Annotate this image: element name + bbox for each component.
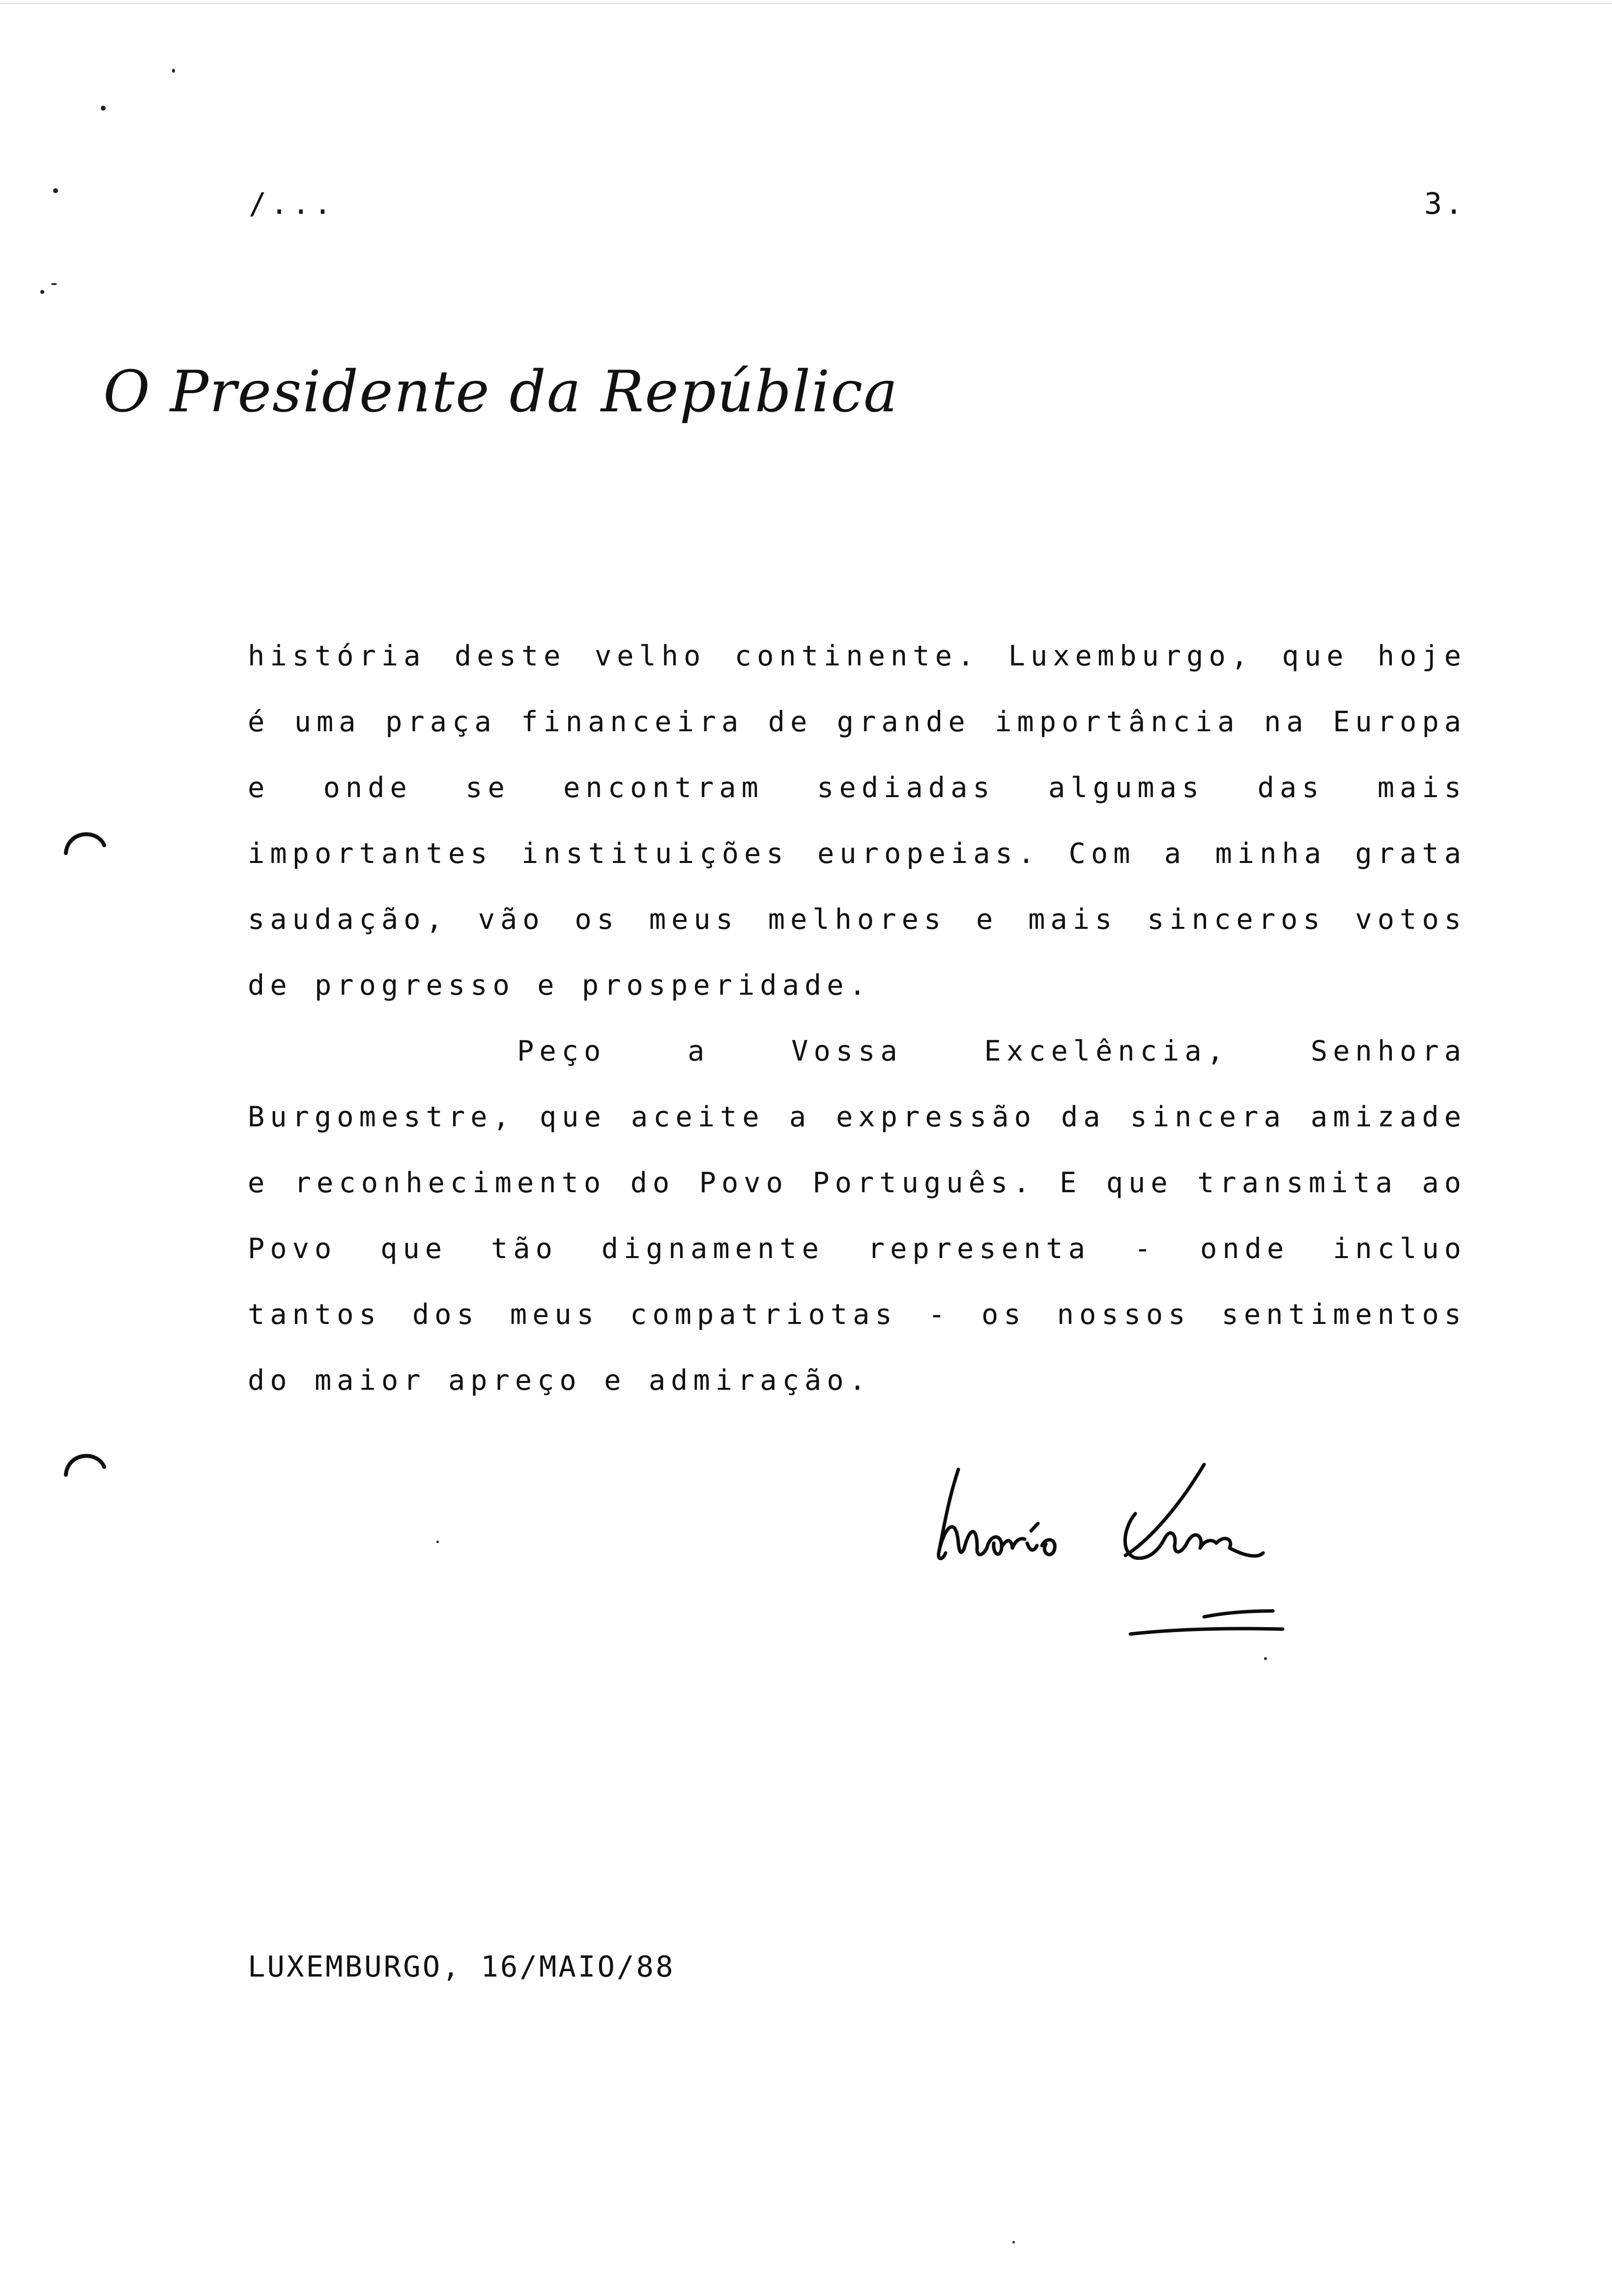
scan-speck bbox=[1012, 2241, 1015, 2243]
letterhead-title: O Presidente da República bbox=[103, 359, 899, 425]
scan-speck bbox=[53, 188, 58, 193]
body-paragraph-1: história deste velho continente. Luxemburgo, que hoje é uma praça financeira de grande importância na Europa e onde se encontram sediadas algumas das mais importantes instituições europeias. Com a minha grata saudação, vão os meus melhores e mais sinceros votos de progresso e prosperidade. bbox=[248, 640, 1467, 1002]
place-date: LUXEMBURGO, 16/MAIO/88 bbox=[248, 1950, 675, 1983]
punch-hole-lower bbox=[63, 1447, 106, 1477]
handwritten-signature bbox=[929, 1455, 1302, 1666]
scan-speck bbox=[101, 106, 106, 111]
scan-speck bbox=[51, 283, 57, 285]
scan-speck bbox=[40, 290, 44, 294]
punch-hole-upper bbox=[63, 826, 106, 855]
scan-speck bbox=[436, 1541, 439, 1543]
page-number: 3. bbox=[1424, 187, 1466, 221]
body-paragraph-2: Peço a Vossa Excelência, Senhora Burgomestre, que aceite a expressão da sincera amizade e reconhecimento do Povo Português. E que transmita ao Povo que tão dignamente representa - onde incluo tantos dos meus compatriotas - os nossos sentimentos do maior apreço e admiração. bbox=[248, 1035, 1467, 1397]
scan-edge-line bbox=[0, 3, 1612, 4]
scan-speck bbox=[172, 69, 175, 73]
continuation-mark: /... bbox=[249, 187, 336, 221]
